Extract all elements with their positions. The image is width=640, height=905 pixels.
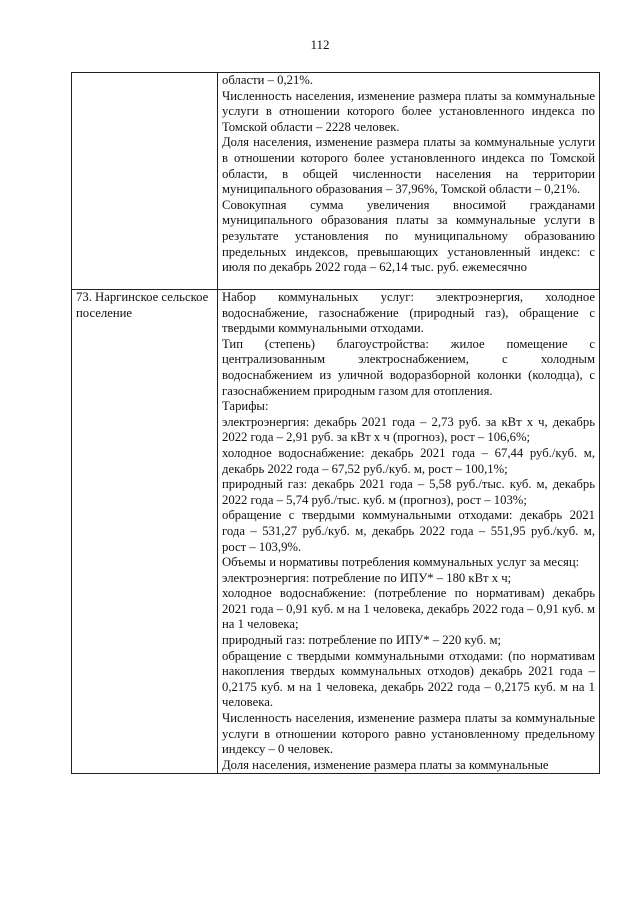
paragraph: Объемы и нормативы потребления коммунальных услуг за месяц: xyxy=(222,555,580,570)
paragraph: обращение с твердыми коммунальными отходами: (по нормативам накопления твердых коммунальных отходов) декабрь 2021 года – 0,2175 куб. м на 1 человека, декабрь 2022 года – 0,2175 куб. м на 1 человека. xyxy=(222,648,595,710)
table-row xyxy=(72,290,600,774)
paragraph: Совокупная сумма увеличения вносимой гражданами муниципального образования платы за коммунальные услуги в результате установления по муниципальному образованию предельных индексов, превышающих установленный индекс: с июля по декабрь 2022 года – 62,14 тыс. руб. ежемесячно xyxy=(222,197,595,275)
paragraph: холодное водоснабжение: декабрь 2021 года – 67,44 руб./куб. м, декабрь 2022 года – 67,52 руб./куб. м, рост – 100,1%; xyxy=(222,445,595,476)
table-row xyxy=(72,73,600,290)
paragraph: обращение с твердыми коммунальными отходами: декабрь 2021 года – 531,27 руб./куб. м, декабрь 2022 года – 551,95 руб./куб. м, рост – 103,9%. xyxy=(222,508,595,554)
description-cell xyxy=(218,290,600,774)
page-number: 112 xyxy=(310,37,330,52)
paragraph: Численность населения, изменение размера платы за коммунальные услуги в отношении которого равно установленному предельному индексу – 0 человек. xyxy=(222,711,595,757)
paragraph: электроэнергия: декабрь 2021 года – 2,73 руб. за кВт х ч, декабрь 2022 года – 2,91 руб. за кВт х ч (прогноз), рост – 106,6%; xyxy=(222,414,595,445)
municipality-table xyxy=(71,72,600,774)
paragraph: Тип (степень) благоустройства: жилое помещение с централизованным электроснабжением, с холодным водоснабжением из уличной водоразборной колонки (колодца), с газоснабжением природным газом для отопления. xyxy=(222,336,595,398)
paragraph: природный газ: декабрь 2021 года – 5,58 руб./тыс. куб. м, декабрь 2022 года – 5,74 руб./тыс. куб. м (прогноз), рост – 103%; xyxy=(222,477,595,507)
paragraph: холодное водоснабжение: (потребление по нормативам) декабрь 2021 года – 0,91 куб. м на 1 человека, декабрь 2022 года – 0,91 куб. м на 1 человека; xyxy=(222,586,596,632)
paragraph: Численность населения, изменение размера платы за коммунальные услуги в отношении которого более установленного индекса по Томской области – 2228 человек. xyxy=(222,88,595,134)
paragraph: Доля населения, изменение размера платы за коммунальные услуги в отношении которого более установленного индекса по Томской области, в общей численности населения на территории муниципального образования – 37,96%, Томской области – 0,21%. xyxy=(222,135,595,197)
municipality-name-cell: 73. Наргинское сельское поселение xyxy=(72,290,218,774)
description-cell xyxy=(218,73,600,290)
paragraph: Доля населения, изменение размера платы за коммунальные xyxy=(222,757,549,772)
municipality-name-cell xyxy=(72,73,218,290)
paragraph: электроэнергия: потребление по ИПУ* – 180 кВт х ч; xyxy=(222,570,512,585)
paragraph: Набор коммунальных услуг: электроэнергия, холодное водоснабжение, газоснабжение (природный газ), обращение с твердыми коммунальными отходами. xyxy=(222,290,595,336)
paragraph: области – 0,21%. xyxy=(222,73,314,87)
paragraph: природный газ: потребление по ИПУ* – 220 куб. м; xyxy=(222,633,502,648)
paragraph: Тарифы: xyxy=(222,399,269,414)
